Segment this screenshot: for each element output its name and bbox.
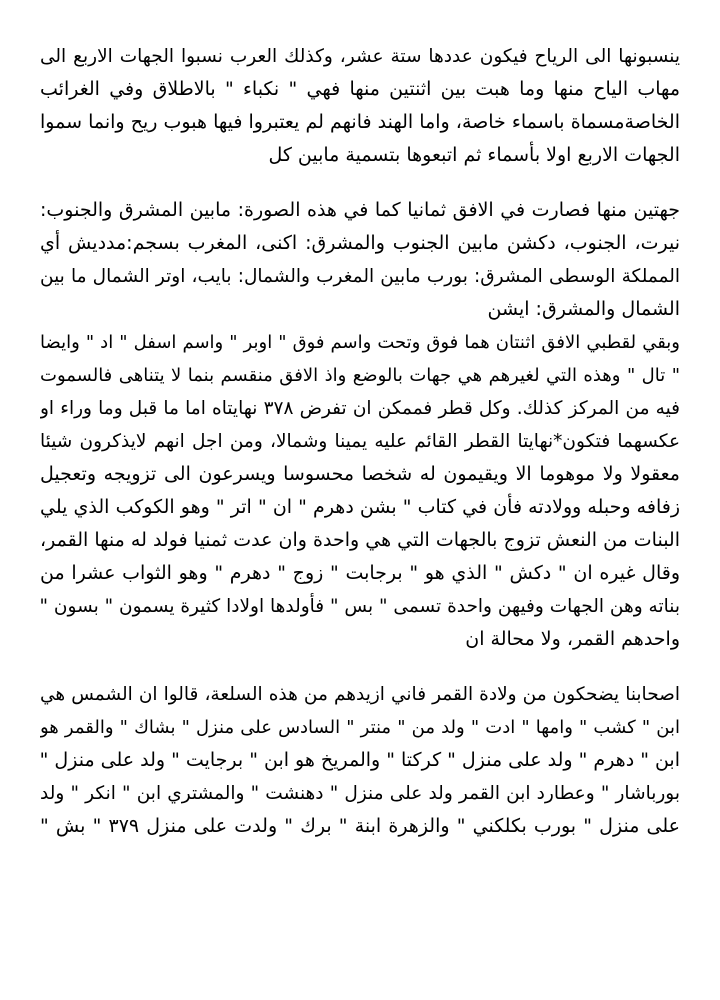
text-line: البنات من النعش تزوج بالجهات التي هي واحدة وان عدت ثمنيا فولد له منها القمر، <box>40 529 680 551</box>
text-line: بورباشار " وعطارد ابن القمر ولد على منزل " دهنشت " والمشتري ابن " انكر " ولد <box>40 783 680 804</box>
text-line: مهاب الياح منها وما هبت بين اثنتين منها فهي " نكباء " بالاطلاق وفي الغرائب <box>40 78 680 100</box>
text-line: ابن " كشب " وامها " ادت " ولد من " منتر " السادس على منزل " بشاك " والقمر هو <box>40 717 680 738</box>
text-line: عكسهما فتكون*نهايتا القطر القائم عليه يمينا وشمالا، ومن اجل انهم لايذكرون شيئا <box>40 431 680 452</box>
text-line: نيرت، الجنوب، دكشن مابين الجنوب والمشرق: اكنى، المغرب بسجم:مدديش أي <box>40 232 680 254</box>
paragraph-gap <box>40 172 680 194</box>
text-line: جهتين منها فصارت في الافق ثمانيا كما في هذه الصورة: مابين المشرق والجنوب: <box>40 199 680 221</box>
text-line: الشمال والمشرق: ايشن <box>487 298 680 320</box>
text-line: " تال " وهذه التي لغيرهم هي جهات بالوضع واذ الافق منقسم بنما لا يتناهى فالسموت <box>40 365 680 386</box>
text-line: الجهات الاربع اولا بأسماء ثم اتبعوها بتسمية مابين كل <box>268 144 680 166</box>
text-line: واحدهم القمر، ولا محالة ان <box>465 628 680 650</box>
text-line: الخاصةمسماة باسماء خاصة، واما الهند فانهم لم يعتبروا فيها هبوب ريح وانما سموا <box>40 111 680 133</box>
text-line: فيه من المركز كذلك. وكل قطر فممكن ان تفرض ٣٧٨ نهايتاه اما ما قبل وما وراء او <box>40 398 680 419</box>
text-line: وبقي لقطبي الافق اثنتان هما فوق وتحت واسم فوق " اوبر " واسم اسفل " اد " وايضا <box>40 332 680 353</box>
paragraph-1 <box>40 40 680 172</box>
text-line: معقولا ولا موهوما الا ويقيمون له شخصا محسوسا ويسرعون الى تزويجه وتعجيل <box>40 463 680 485</box>
text-line: بناته وهن الجهات وفيهن واحدة تسمى " بس " فأولدها اولادا كثيرة يسمون " بسون " <box>40 596 680 617</box>
text-line: ينسبونها الى الرياح فيكون عددها ستة عشر، وكذلك العرب نسبوا الجهات الاربع الى <box>40 46 680 67</box>
text-line: وقال غيره ان " دكش " الذي هو " برجابت " زوج " دهرم " وهو الثواب عشرا من <box>40 562 680 584</box>
paragraph-3 <box>40 326 680 656</box>
text-line: على منزل " بورب بكلكني " والزهرة ابنة " برك " ولدت على منزل ٣٧٩ " بش " <box>40 815 680 837</box>
text-line: زفافه وحبله وولادته فأن في كتاب " بشن دهرم " ان " اتر " وهو الكوكب الذي يلي <box>40 496 680 518</box>
text-line: ابن " دهرم " ولد على منزل " كركتا " والمريخ هو ابن " برجايت " ولد على منزل " <box>40 749 680 771</box>
paragraph-2 <box>40 194 680 326</box>
text-line: المملكة الوسطى المشرق: بورب مابين المغرب والشمال: بايب، اوتر الشمال ما بين <box>40 266 680 287</box>
text-line: اصحابنا يضحكون من ولادة القمر فاني ازيدهم من هذه السلعة، قالوا ان الشمس هي <box>40 684 680 705</box>
paragraph-4 <box>40 678 680 843</box>
paragraph-gap <box>40 656 680 678</box>
